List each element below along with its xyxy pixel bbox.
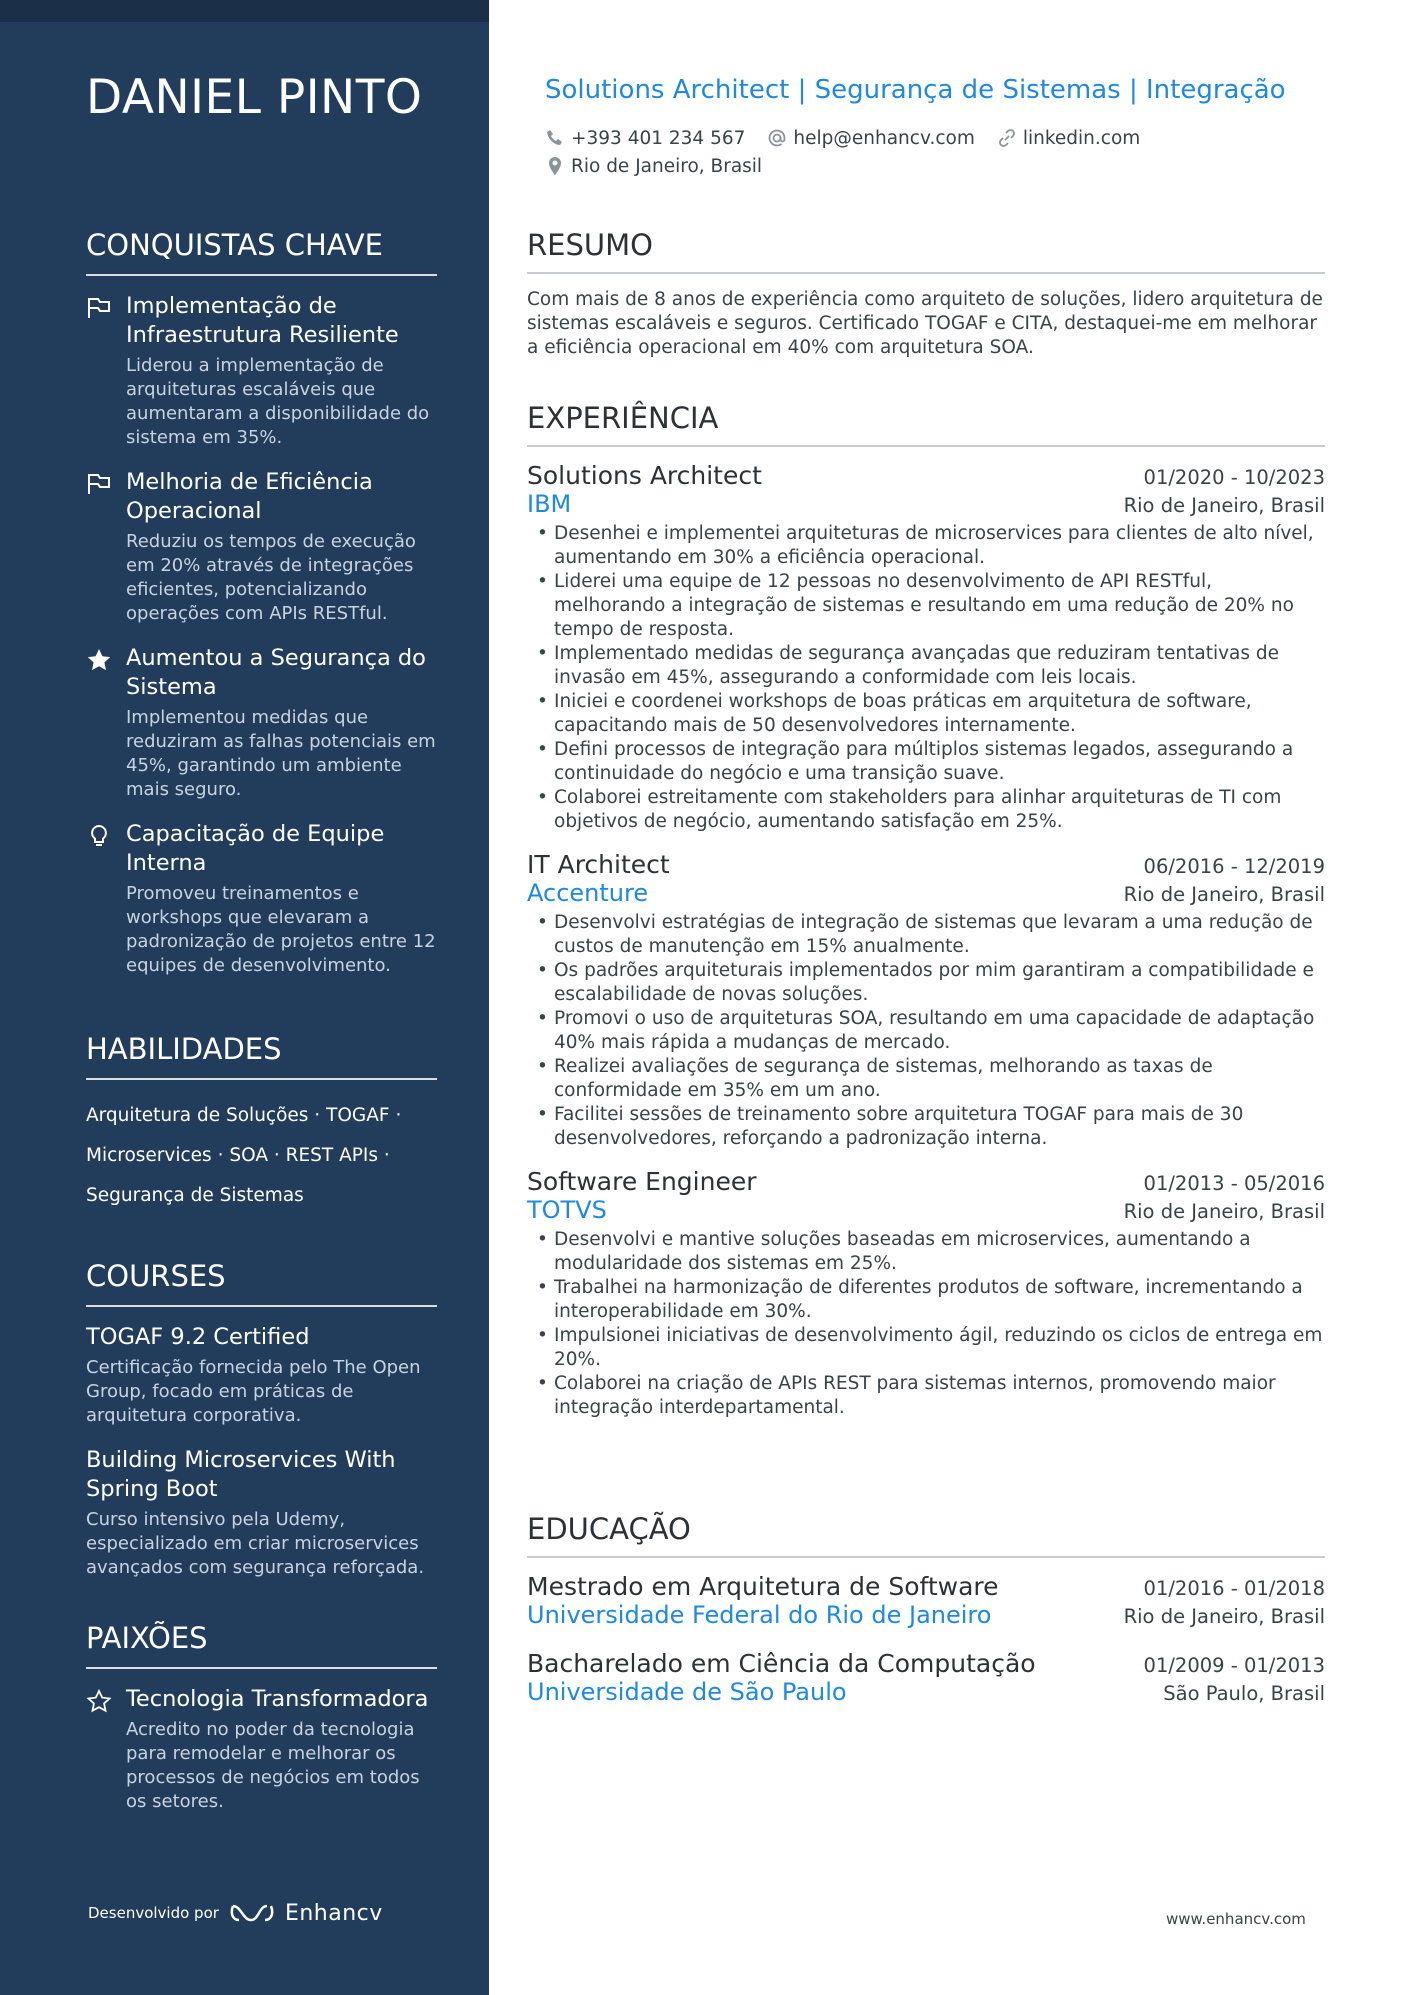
job-bullet: • Desenvolvi estratégias de integração de sistemas que levaram a uma redução de custos de manutenção em 15% anualmente. xyxy=(527,911,1325,959)
headline: Solutions Architect | Segurança de Sistemas | Integração xyxy=(545,75,1286,105)
job-location: Rio de Janeiro, Brasil xyxy=(1123,883,1325,906)
skills-line: Segurança de Sistemas xyxy=(86,1185,304,1206)
job-company: Accenture xyxy=(527,879,649,907)
course-desc: Certificação fornecida pelo The Open Group, focado em práticas de arquitetura corporativa. xyxy=(86,1357,421,1426)
job-title: Solutions Architect xyxy=(527,461,762,490)
summary-section xyxy=(527,228,1325,360)
phone-number: +393 401 234 567 xyxy=(571,127,746,149)
phone-contact[interactable] xyxy=(545,128,745,149)
achievements-section xyxy=(86,228,437,996)
star-icon xyxy=(86,648,112,672)
flag-icon xyxy=(86,472,112,496)
experience-heading: EXPERIÊNCIA xyxy=(527,401,1325,447)
job-entry xyxy=(527,461,1325,834)
job-bullet: • Defini processos de integração para múltiplos sistemas legados, assegurando a continuidade do negócio e uma transição suave. xyxy=(527,738,1325,786)
phone-icon xyxy=(545,128,565,148)
education-date: 01/2009 - 01/2013 xyxy=(1143,1654,1325,1677)
summary-text: Com mais de 8 anos de experiência como arquiteto de soluções, lidero arquitetura de sistemas escaláveis e seguros. Certificado TOGAF e CITA, destaquei-me em melhorar a eficiência operacional em 40% com arquitetura SOA. xyxy=(527,289,1323,358)
linkedin-url: linkedin.com xyxy=(1022,127,1141,149)
job-bullets xyxy=(527,911,1325,1151)
location-text: Rio de Janeiro, Brasil xyxy=(571,155,763,177)
skills-line: Microservices · SOA · REST APIs · xyxy=(86,1145,390,1166)
powered-by xyxy=(88,1900,383,1926)
achievement-item xyxy=(86,292,437,450)
job-location: Rio de Janeiro, Brasil xyxy=(1123,1200,1325,1223)
job-bullet: • Colaborei na criação de APIs REST para sistemas internos, promovendo maior integração interdepartamental. xyxy=(527,1372,1325,1420)
job-company: IBM xyxy=(527,490,572,518)
flag-icon xyxy=(86,296,112,320)
contact-info xyxy=(545,124,1325,180)
at-icon xyxy=(767,128,787,148)
powered-by-label: Desenvolvido por xyxy=(88,1904,219,1922)
school-name: Universidade Federal do Rio de Janeiro xyxy=(527,1601,992,1629)
achievement-title: Capacitação de Equipe Interna xyxy=(126,821,385,876)
achievement-item xyxy=(86,644,437,802)
achievement-desc: Implementou medidas que reduziram as falhas potenciais em 45%, garantindo um ambiente mais seguro. xyxy=(126,707,436,800)
skills-heading: HABILIDADES xyxy=(86,1032,437,1080)
skills-line: Arquitetura de Soluções · TOGAF · xyxy=(86,1105,402,1126)
achievement-desc: Reduziu os tempos de execução em 20% através de integrações eficientes, potencializando operações com APIs RESTful. xyxy=(126,531,416,624)
achievement-desc: Promoveu treinamentos e workshops que elevaram a padronização de projetos entre 12 equipes de desenvolvimento. xyxy=(126,883,436,976)
achievement-title: Melhoria de Eficiência Operacional xyxy=(126,469,373,524)
job-bullet: • Colaborei estreitamente com stakeholders para alinhar arquiteturas de TI com objetivos de negócio, aumentando satisfação em 25%. xyxy=(527,786,1325,834)
enhancv-logo-icon xyxy=(229,1900,275,1926)
passion-item xyxy=(86,1685,437,1814)
course-desc: Curso intensivo pela Udemy, especializado em criar microservices avançados com segurança reforçada. xyxy=(86,1509,425,1578)
brand-name: Enhancv xyxy=(284,1900,383,1926)
degree-title: Bacharelado em Ciência da Computação xyxy=(527,1649,1036,1678)
linkedin-contact[interactable] xyxy=(997,128,1140,149)
passions-heading: PAIXÕES xyxy=(86,1621,437,1669)
passions-section xyxy=(86,1621,437,1832)
achievement-title: Implementação de Infraestrutura Resiliente xyxy=(126,293,399,348)
location-contact xyxy=(545,156,762,177)
education-date: 01/2016 - 01/2018 xyxy=(1143,1577,1325,1600)
school-name: Universidade de São Paulo xyxy=(527,1678,847,1706)
job-bullets xyxy=(527,522,1325,834)
job-bullet: • Trabalhei na harmonização de diferentes produtos de software, incrementando a interoperabilidade em 30%. xyxy=(527,1276,1325,1324)
job-entry xyxy=(527,850,1325,1151)
education-entry xyxy=(527,1572,1325,1629)
sidebar-top-bar xyxy=(0,0,489,22)
job-bullet: • Liderei uma equipe de 12 pessoas no desenvolvimento de API RESTful, melhorando a integração de sistemas e resultando em uma redução de 20% no tempo de resposta. xyxy=(527,570,1325,642)
job-bullet: • Impulsionei iniciativas de desenvolvimento ágil, reduzindo os ciclos de entrega em 20%. xyxy=(527,1324,1325,1372)
job-company: TOTVS xyxy=(527,1196,607,1224)
job-entry xyxy=(527,1167,1325,1420)
email-address: help@enhancv.com xyxy=(793,127,975,149)
course-title: TOGAF 9.2 Certified xyxy=(86,1324,310,1350)
lightbulb-icon xyxy=(86,824,112,848)
job-bullet: • Os padrões arquiteturais implementados por mim garantiram a compatibilidade e escalabilidade de novas soluções. xyxy=(527,959,1325,1007)
job-title: IT Architect xyxy=(527,850,670,879)
course-item xyxy=(86,1323,437,1428)
achievements-heading: CONQUISTAS CHAVE xyxy=(86,228,437,276)
job-bullets xyxy=(527,1228,1325,1420)
skills-section xyxy=(86,1032,437,1216)
degree-title: Mestrado em Arquitetura de Software xyxy=(527,1572,999,1601)
achievement-title: Aumentou a Segurança do Sistema xyxy=(126,645,426,700)
job-location: Rio de Janeiro, Brasil xyxy=(1123,494,1325,517)
email-contact[interactable] xyxy=(767,128,974,149)
job-title: Software Engineer xyxy=(527,1167,757,1196)
school-location: São Paulo, Brasil xyxy=(1163,1682,1325,1705)
education-heading: EDUCAÇÃO xyxy=(527,1512,1325,1558)
experience-section xyxy=(527,401,1325,1436)
link-icon xyxy=(997,128,1017,148)
passion-desc: Acredito no poder da tecnologia para remodelar e melhorar os processos de negócios em todos os setores. xyxy=(126,1719,420,1812)
achievement-desc: Liderou a implementação de arquiteturas escaláveis que aumentaram a disponibilidade do sistema em 35%. xyxy=(126,355,430,448)
job-date: 01/2020 - 10/2023 xyxy=(1143,466,1325,489)
job-bullet: • Desenhei e implementei arquiteturas de microservices para clientes de alto nível, aumentando em 30% a eficiência operacional. xyxy=(527,522,1325,570)
courses-heading: COURSES xyxy=(86,1259,437,1307)
job-date: 06/2016 - 12/2019 xyxy=(1143,855,1325,878)
achievement-item xyxy=(86,468,437,626)
job-bullet: • Desenvolvi e mantive soluções baseadas em microservices, aumentando a modularidade dos sistemas em 25%. xyxy=(527,1228,1325,1276)
course-title: Building Microservices With Spring Boot xyxy=(86,1447,396,1502)
job-bullet: • Realizei avaliações de segurança de sistemas, melhorando as taxas de conformidade em 35% em um ano. xyxy=(527,1055,1325,1103)
achievement-item xyxy=(86,820,437,978)
education-section xyxy=(527,1512,1325,1726)
job-bullet: • Facilitei sessões de treinamento sobre arquitetura TOGAF para mais de 30 desenvolvedores, reforçando a padronização interna. xyxy=(527,1103,1325,1151)
candidate-name: DANIEL PINTO xyxy=(86,70,423,125)
passion-title: Tecnologia Transformadora xyxy=(126,1686,429,1712)
school-location: Rio de Janeiro, Brasil xyxy=(1123,1605,1325,1628)
star-outline-icon xyxy=(86,1689,112,1713)
course-item xyxy=(86,1446,437,1580)
sidebar xyxy=(0,0,489,1995)
education-entry xyxy=(527,1649,1325,1706)
job-bullet: • Implementado medidas de segurança avançadas que reduziram tentativas de invasão em 45%, assegurando a conformidade com leis locais. xyxy=(527,642,1325,690)
summary-heading: RESUMO xyxy=(527,228,1325,274)
job-date: 01/2013 - 05/2016 xyxy=(1143,1172,1325,1195)
job-bullet: • Promovi o uso de arquiteturas SOA, resultando em uma capacidade de adaptação 40% mais rápida a mudanças de mercado. xyxy=(527,1007,1325,1055)
job-bullet: • Iniciei e coordenei workshops de boas práticas em arquitetura de software, capacitando mais de 50 desenvolvedores internamente. xyxy=(527,690,1325,738)
courses-section xyxy=(86,1259,437,1598)
location-pin-icon xyxy=(545,156,565,176)
website-link[interactable]: www.enhancv.com xyxy=(1166,1910,1306,1928)
